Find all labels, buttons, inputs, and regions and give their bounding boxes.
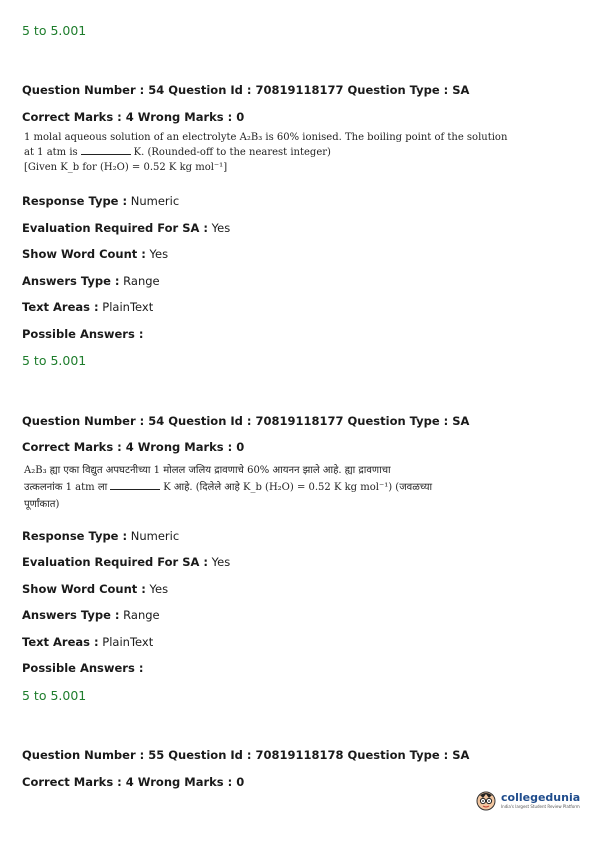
question-text-line: at 1 atm is K. (Rounded-off to the nearest integer): [24, 147, 331, 158]
marks-line: Correct Marks : 4 Wrong Marks : 0: [22, 775, 245, 789]
possible-answers-label: Possible Answers :: [22, 327, 144, 341]
mascot-icon: [474, 788, 498, 812]
marks-line: Correct Marks : 4 Wrong Marks : 0: [22, 110, 245, 124]
evaluation-required: Evaluation Required For SA : Yes: [22, 555, 231, 569]
logo-wordmark: collegedunia: [501, 791, 581, 804]
show-word-count: Show Word Count : Yes: [22, 582, 169, 596]
question-text-line: A₂B₃ ह्या एका विद्युत अपघटनीच्या 1 मोलल जलिय द्रावणाचे 60% आयनन झाले आहे. ह्या द्रावणाचा: [24, 465, 391, 476]
show-word-count: Show Word Count : Yes: [22, 247, 169, 261]
collegedunia-logo: [474, 788, 580, 812]
evaluation-required: Evaluation Required For SA : Yes: [22, 221, 231, 235]
question-header: Question Number : 54 Question Id : 70819118177 Question Type : SA: [22, 414, 470, 428]
text-areas: Text Areas : PlainText: [22, 300, 154, 314]
previous-answer: 5 to 5.001: [22, 23, 87, 38]
answers-type: Answers Type : Range: [22, 608, 160, 622]
question-text-line: पूर्णांकात): [24, 499, 60, 510]
text-areas: Text Areas : PlainText: [22, 635, 154, 649]
possible-answer-value: 5 to 5.001: [22, 688, 87, 703]
question-header: Question Number : 55 Question Id : 70819118178 Question Type : SA: [22, 748, 470, 762]
question-header: Question Number : 54 Question Id : 70819118177 Question Type : SA: [22, 83, 470, 97]
question-text-line: 1 molal aqueous solution of an electrolyte A₂B₃ is 60% ionised. The boiling point of the solution: [24, 132, 508, 143]
answers-type: Answers Type : Range: [22, 274, 160, 288]
response-type: Response Type : Numeric: [22, 194, 180, 208]
possible-answer-value: 5 to 5.001: [22, 353, 87, 368]
question-text: [24, 130, 564, 175]
possible-answers-label: Possible Answers :: [22, 661, 144, 675]
response-type: Response Type : Numeric: [22, 529, 180, 543]
marks-line: Correct Marks : 4 Wrong Marks : 0: [22, 440, 245, 454]
question-text-line: उत्कलनांक 1 atm ला K आहे. (दिलेले आहे K_b (H₂O) = 0.52 K kg mol⁻¹) (जवळच्या: [24, 482, 433, 493]
answer-blank: [81, 146, 131, 155]
answer-blank: [110, 481, 160, 490]
logo-tagline: India's largest Student Review Platform: [501, 804, 580, 809]
question-text-line: [Given K_b for (H₂O) = 0.52 K kg mol⁻¹]: [24, 162, 228, 173]
question-text: [24, 462, 564, 513]
